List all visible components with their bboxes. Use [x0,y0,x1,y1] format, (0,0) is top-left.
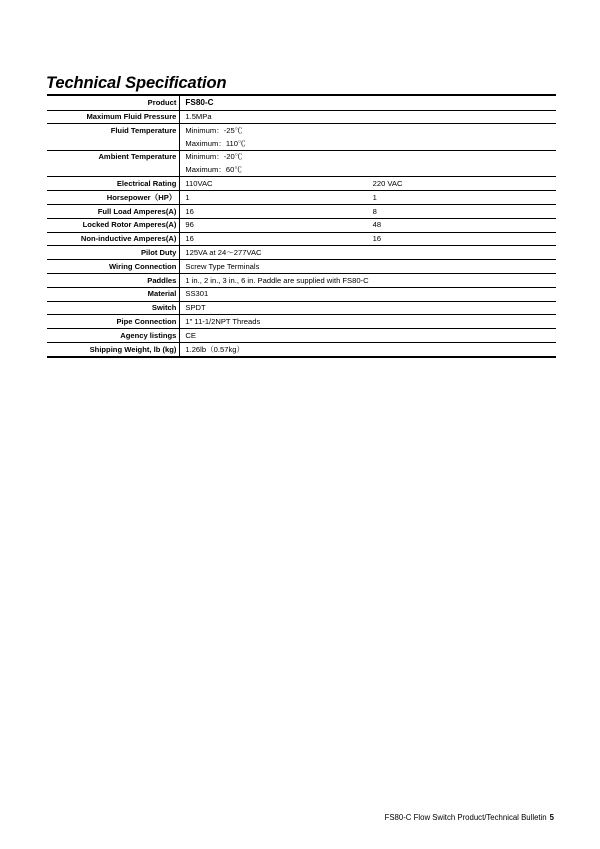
row-value: 16 [180,205,370,219]
table-row [47,232,556,246]
row-value: 125VA at 24～277VAC [180,246,556,260]
row-label: Non-inductive Amperes(A) [47,232,180,246]
table-row [47,315,556,329]
table-row [47,110,556,124]
row-value: 1.26lb（0.57kg） [180,343,556,357]
table-row [47,177,556,191]
row-value: 16 [180,232,370,246]
table-row [47,124,556,137]
product-value: FS80-C [180,95,556,110]
row-value: 1 [180,191,370,205]
row-value: CE [180,329,556,343]
table-row [47,150,556,163]
row-label: Locked Rotor Amperes(A) [47,218,180,232]
footer-text: FS80-C Flow Switch Product/Technical Bulletin [384,813,547,822]
row-value: 1 in., 2 in., 3 in., 6 in. Paddle are supplied with FS80-C [180,274,556,288]
table-row [47,287,556,301]
page-footer [385,813,554,822]
row-value: Minimum：-20℃ [180,150,556,163]
row-value: Screw Type Terminals [180,260,556,274]
row-label: Shipping Weight, lb (kg) [47,343,180,357]
row-label: Paddles [47,274,180,288]
row-value: SS301 [180,287,556,301]
row-label: Switch [47,301,180,315]
table-row [47,246,556,260]
row-label: Horsepower（HP） [47,191,180,205]
table-row [47,137,556,150]
row-label: Fluid Temperature [110,125,177,135]
row-label: Full Load Amperes(A) [47,205,180,219]
table-row [47,218,556,232]
row-label: Maximum Fluid Pressure [47,110,180,124]
table-row [47,274,556,288]
table-row [47,164,556,177]
table-row [47,95,556,110]
row-label: Wiring Connection [47,260,180,274]
row-label: Electrical Rating [47,177,180,191]
page-title: Technical Specification [46,74,227,92]
row-label: Ambient Temperature [98,152,177,162]
row-value: SPDT [180,301,556,315]
row-value: 1.5MPa [180,110,556,124]
row-value: 8 [370,205,556,219]
row-label: Pipe Connection [47,315,180,329]
row-value: 96 [180,218,370,232]
row-value: 220 VAC [370,177,556,191]
table-row [47,260,556,274]
row-value: Maximum：60℃ [180,164,556,177]
row-value: Minimum：-25℃ [180,124,556,137]
row-value: 1" 11-1/2NPT Threads [180,315,556,329]
spec-table [47,94,556,358]
row-value: 110VAC [180,177,370,191]
page-number: 5 [549,813,554,822]
row-label: Agency listings [47,329,180,343]
row-value: Maximum：110℃ [180,137,556,150]
row-value: 16 [370,232,556,246]
table-row [47,329,556,343]
row-value: 1 [370,191,556,205]
row-label: Pilot Duty [47,246,180,260]
table-row [47,301,556,315]
table-row [47,343,556,357]
row-label: Material [47,287,180,301]
row-value: 48 [370,218,556,232]
row-label: Product [47,95,180,110]
table-row [47,205,556,219]
table-row [47,191,556,205]
